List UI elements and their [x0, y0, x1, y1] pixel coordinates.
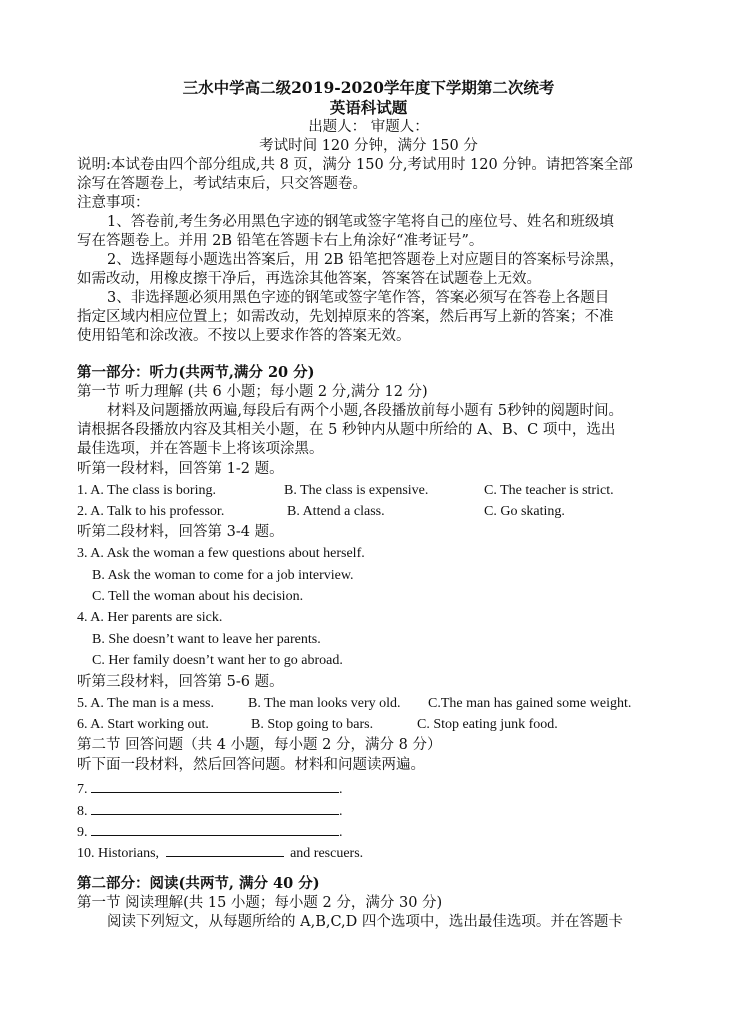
- q10-answer-blank[interactable]: [166, 843, 284, 857]
- q5-option-a: 5. A. The man is a mess.: [77, 696, 215, 711]
- q1-option-a: 1. A. The class is boring.: [77, 483, 216, 498]
- q10-prefix: 10. Historians,: [77, 846, 160, 861]
- q8-period: .: [339, 804, 343, 819]
- part2-title: 第二部分：阅读(共两节, 满分 40 分): [77, 875, 320, 892]
- q4-option-b: B. She doesn’t want to leave her parents.: [92, 632, 321, 647]
- note2-line-1: 2、选择题每小题选出答案后，用 2B 铅笔把答题卷上对应题目的答案标号涂黑，: [107, 252, 624, 268]
- q2-option-a: 2. A. Talk to his professor.: [77, 504, 225, 519]
- q9-line: [77, 822, 343, 843]
- time-info: 考试时间 120 分钟，满分 150 分: [259, 138, 478, 154]
- note3-line-1: 3、非选择题必须用黑色字迹的钢笔或签字笔作答，答案必须写在答卷上各题目: [107, 290, 610, 306]
- q7-line: [77, 779, 343, 800]
- segment2-heading: 听第二段材料，回答第 3-4 题。: [77, 524, 284, 540]
- q6-option-b: B. Stop going to bars.: [251, 717, 374, 732]
- q3-option-a: 3. A. Ask the woman a few questions about herself.: [77, 546, 365, 561]
- intro-line-2: 涂写在答题卷上，考试结束后，只交答题卷。: [77, 176, 367, 192]
- part1-section1-title: 第一节 听力理解 (共 6 小题；每小题 2 分,满分 12 分): [77, 384, 428, 400]
- exam-title: 三水中学高二级2019-2020学年度下学期第二次统考: [182, 78, 555, 97]
- q8-number: 8.: [77, 804, 88, 819]
- q6-option-a: 6. A. Start working out.: [77, 717, 209, 732]
- q4-option-c: C. Her family doesn’t want her to go abroad.: [92, 653, 343, 668]
- part1-section2-title: 第二节 回答问题（共 4 小题，每小题 2 分，满分 8 分）: [77, 737, 442, 753]
- q3-option-c: C. Tell the woman about his decision.: [92, 589, 304, 604]
- notes-title: 注意事项：: [77, 195, 150, 211]
- segment3-heading: 听第三段材料，回答第 5-6 题。: [77, 674, 284, 690]
- q7-number: 7.: [77, 782, 88, 797]
- q8-answer-blank[interactable]: [91, 801, 339, 815]
- q10-suffix: and rescuers.: [290, 846, 364, 861]
- q9-number: 9.: [77, 825, 88, 840]
- q7-answer-blank[interactable]: [91, 779, 339, 793]
- q5-option-c: C.The man has gained some weight.: [428, 696, 632, 711]
- q7-period: .: [339, 782, 343, 797]
- q2-option-b: B. Attend a class.: [287, 504, 385, 519]
- part1-section2-desc: 听下面一段材料，然后回答问题。材料和问题读两遍。: [77, 757, 425, 773]
- note3-line-3: 使用铅笔和涂改液。不按以上要求作答的答案无效。: [77, 328, 411, 344]
- q9-period: .: [339, 825, 343, 840]
- q4-option-a: 4. A. Her parents are sick.: [77, 610, 223, 625]
- note1-line-1: 1、答卷前,考生务必用黑色字迹的钢笔或签字笔将自己的座位号、姓名和班级填: [107, 214, 614, 230]
- segment1-heading: 听第一段材料，回答第 1-2 题。: [77, 461, 284, 477]
- q10-line: [77, 843, 363, 864]
- part1-section1-desc-1: 材料及问题播放两遍,每段后有两个小题,各段播放前每小题有 5秒钟的阅题时间。: [107, 403, 624, 419]
- part2-section1-desc: 阅读下列短文，从每题所给的 A,B,C,D 四个选项中，选出最佳选项。并在答题卡: [107, 914, 623, 930]
- part1-section1-desc-2: 请根据各段播放内容及其相关小题，在 5 秒钟内从题中所给的 A、B、C 项中，选出: [77, 422, 616, 438]
- q6-option-c: C. Stop eating junk food.: [417, 717, 558, 732]
- q3-option-b: B. Ask the woman to come for a job interview.: [92, 568, 354, 583]
- note1-line-2: 写在答题卷上。并用 2B 铅笔在答题卡右上角涂好“准考证号”。: [77, 233, 484, 249]
- note2-line-2: 如需改动，用橡皮擦干净后，再选涂其他答案，答案答在试题卷上无效。: [77, 271, 541, 287]
- setters-line: 出题人： 审题人：: [308, 119, 429, 135]
- exam-subtitle: 英语科试题: [329, 98, 408, 117]
- part1-title: 第一部分：听力(共两节,满分 20 分): [77, 364, 315, 381]
- q8-line: [77, 801, 343, 822]
- q1-option-c: C. The teacher is strict.: [484, 483, 614, 498]
- q2-option-c: C. Go skating.: [484, 504, 565, 519]
- q1-option-b: B. The class is expensive.: [284, 483, 429, 498]
- q9-answer-blank[interactable]: [91, 822, 339, 836]
- part2-section1-title: 第一节 阅读理解(共 15 小题；每小题 2 分，满分 30 分): [77, 895, 443, 911]
- intro-line-1: 说明:本试卷由四个部分组成,共 8 页，满分 150 分,考试用时 120 分钟。请把答案全部: [77, 157, 633, 173]
- q5-option-b: B. The man looks very old.: [248, 696, 401, 711]
- part1-section1-desc-3: 最佳选项，并在答题卡上将该项涂黑。: [77, 441, 324, 457]
- note3-line-2: 指定区域内相应位置上；如需改动，先划掉原来的答案，然后再写上新的答案；不准: [77, 309, 614, 325]
